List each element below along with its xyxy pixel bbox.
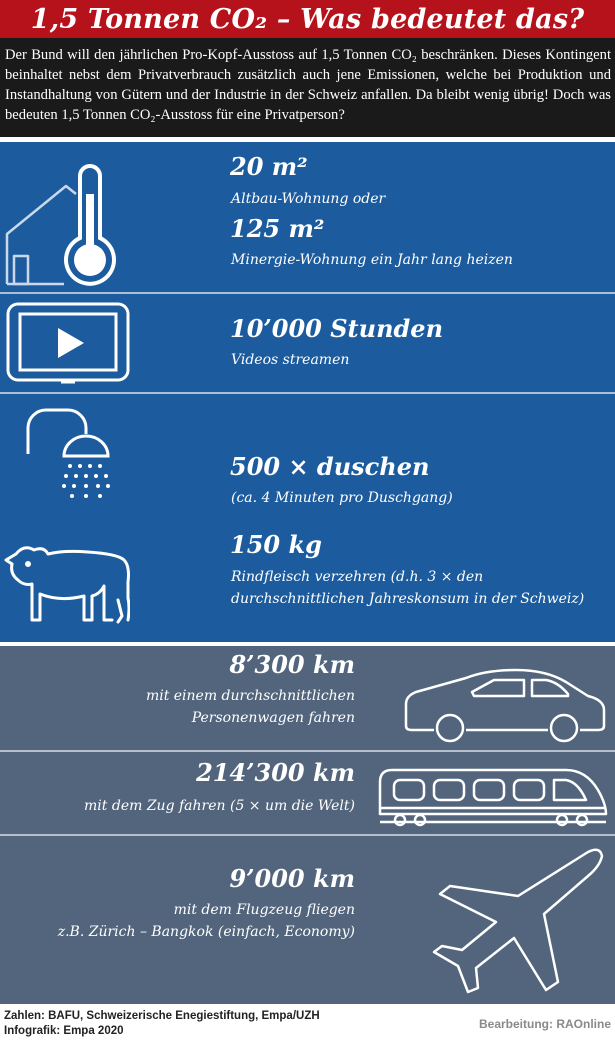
car-text-2: Personenwagen fahren [191, 710, 355, 726]
intro-text: Der Bund will den jährlichen Pro-Kopf-Ausstoss auf 1,5 Tonnen CO₂ beschränken. Dieses Kontingent beinhaltet nebst dem Privatverbrauch zusätzlich auch jene Emissionen, welche bei Produktion und Instandhaltung von Gütern und der Industrie in der Schweiz anfallen. Da bleibt wenig übrig! Doch was bedeuten 1,5 Tonnen CO₂-Ausstoss für eine Privatperson? [0, 38, 615, 137]
house-thermometer-icon [4, 164, 134, 286]
streaming-value: 10’000 Stunden [230, 314, 444, 343]
heating-value-1: 20 m² [230, 152, 308, 181]
sources-text: Zahlen: BAFU, Schweizerische Enegiestiftung, Empa/UZH [4, 1010, 320, 1022]
beef-text-2: durchschnittlichen Jahreskonsum in der Schweiz) [231, 591, 585, 607]
plane-text-1: mit dem Flugzeug fliegen [173, 902, 355, 918]
car-icon [402, 666, 608, 746]
train-value: 214’300 km [196, 758, 355, 787]
transport-panel [0, 646, 615, 1004]
shower-text: (ca. 4 Minuten pro Duschgang) [231, 490, 453, 506]
streaming-row [0, 294, 615, 392]
beef-row [0, 522, 615, 642]
train-icon [376, 760, 610, 832]
video-screen-icon [6, 302, 130, 388]
heating-value-2: 125 m² [230, 214, 325, 243]
beef-text-1: Rindfleisch verzehren (d.h. 3 × den [231, 569, 484, 585]
heating-text-1: Altbau-Wohnung oder [231, 191, 386, 207]
beef-value: 150 kg [230, 530, 322, 559]
plane-value: 9’000 km [229, 864, 355, 893]
cow-icon [4, 534, 130, 630]
shower-row [0, 394, 615, 522]
shower-icon [20, 404, 130, 504]
title-bar [0, 0, 615, 38]
car-row [0, 646, 615, 750]
household-panel [0, 142, 615, 642]
shower-value: 500 × duschen [230, 452, 430, 481]
car-value: 8’300 km [229, 650, 355, 679]
heating-row [0, 142, 615, 292]
footer-sources [4, 1009, 320, 1039]
page-title: 1,5 Tonnen CO₂ – Was bedeutet das? [30, 3, 585, 35]
plane-text-2: z.B. Zürich – Bangkok (einfach, Economy) [57, 924, 355, 940]
train-text: mit dem Zug fahren (5 × um die Welt) [84, 798, 355, 814]
streaming-text: Videos streamen [231, 352, 350, 368]
airplane-icon [428, 842, 606, 994]
train-row [0, 752, 615, 834]
heating-text-2: Minergie-Wohnung ein Jahr lang heizen [231, 252, 513, 268]
plane-row [0, 836, 615, 1004]
credit-text: Infografik: Empa 2020 [4, 1025, 124, 1037]
editing-credit: Bearbeitung: RAOnline [478, 1017, 611, 1031]
car-text-1: mit einem durchschnittlichen [145, 688, 355, 704]
